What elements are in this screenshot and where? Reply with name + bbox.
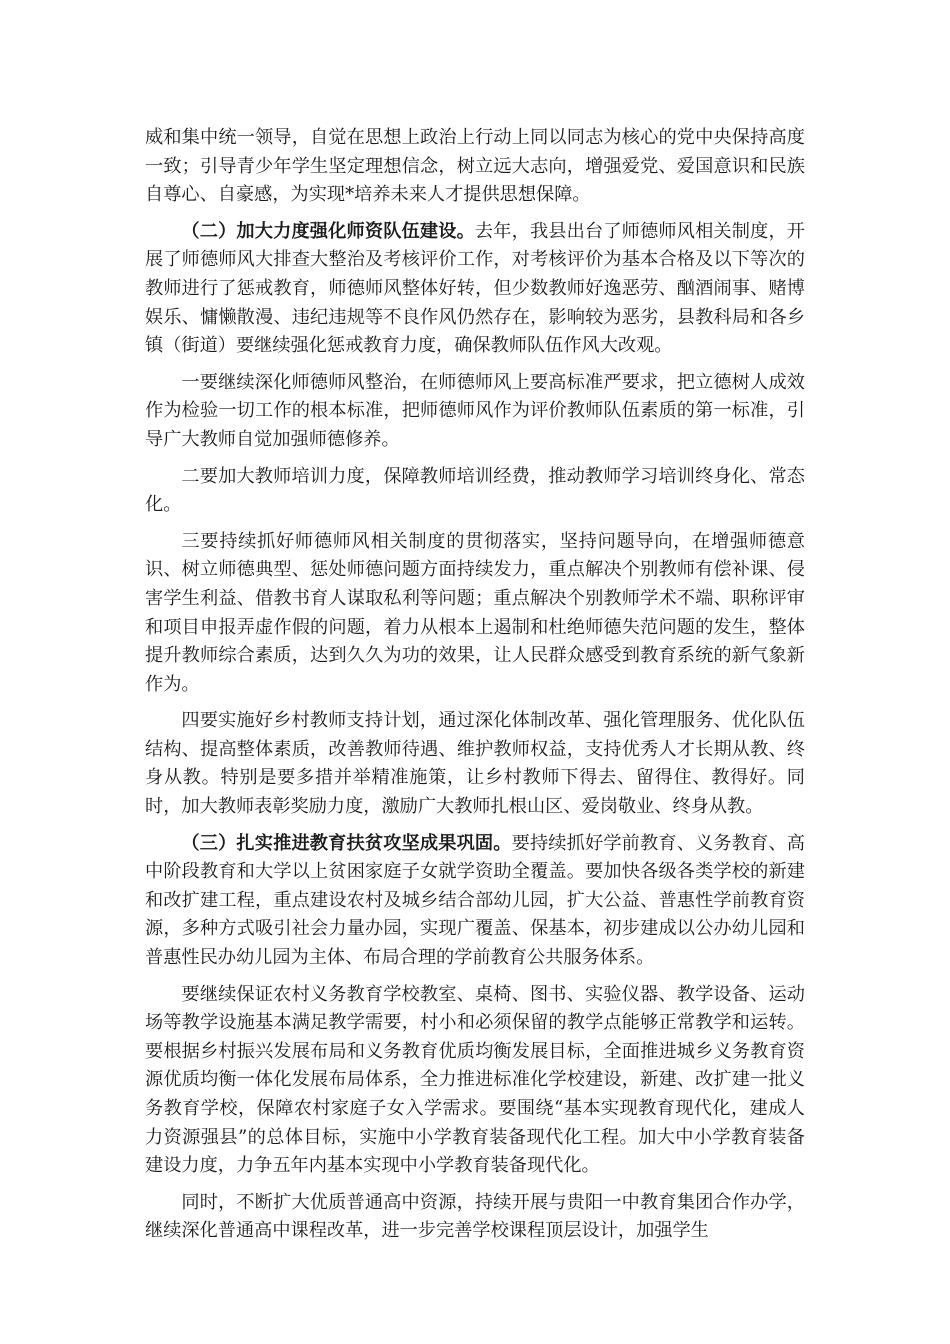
paragraph-text: 去年，我县出台了师德师风相关制度，开展了师德师风大排查大整治及考核评价工作，对考核评价为基本合格及以下等次的教师进行了惩戒教育，师德师风整体好转，但少数教师好逸恶劳、酗酒闹事、赌博娱乐、慵懒散漫、违纪违规等不良作风仍然存在，影响较为恶劣，县教科局和各乡镇（街道）要继续强化惩戒教育力度，确保教师队伍作风大改观。 bbox=[145, 220, 805, 357]
paragraph-high-school bbox=[145, 1189, 805, 1246]
paragraph-text: 要持续抓好学前教育、义务教育、高中阶段教育和大学以上贫困家庭子女就学资助全覆盖。要加快各级各类学校的新建和改扩建工程，重点建设农村及城乡结合部幼儿园，扩大公益、普惠性学前教育资源，多种方式吸引社会力量办园，实现广覆盖、保基本，初步建成以公办幼儿园和普惠性民办幼儿园为主体、布局合理的学前教育公共服务体系。 bbox=[145, 832, 805, 969]
paragraph-text: 要继续保证农村义务教育学校教室、桌椅、图书、实验仪器、教学设备、运动场等教学设施基本满足教学需要，村小和必须保留的教学点能够正常教学和运转。要根据乡村振兴发展布局和义务教育优质均衡发展目标，全面推进城乡义务教育资源优质均衡一体化发展布局体系，全力推进标准化学校建设，新建、改扩建一批义务教育学校，保障农村家庭子女入学需求。要围绕“基本实现教育现代化，建成人力资源强县”的总体目标，实施中小学教育装备现代化工程。加大中小学教育装备建设力度，力争五年内基本实现中小学教育装备现代化。 bbox=[145, 983, 805, 1177]
paragraph-text: 一要继续深化师德师风整治，在师德师风上要高标准严要求，把立德树人成效作为检验一切工作的根本标准，把师德师风作为评价教师队伍素质的第一标准，引导广大教师自觉加强师德修养。 bbox=[145, 371, 805, 450]
paragraph-text: 同时，不断扩大优质普通高中资源，持续开展与贵阳一中教育集团合作办学，继续深化普通高中课程改革，进一步完善学校课程顶层设计，加强学生 bbox=[145, 1191, 805, 1242]
paragraph-text: 三要持续抓好师德师风相关制度的贯彻落实，坚持问题导向，在增强师德意识、树立师德典型、惩处师德问题方面持续发力，重点解决个别教师有偿补课、侵害学生利益、借教书育人谋取私利等问题；重点解决个别教师学术不端、职称评审和项目申报弄虚作假的问题，着力从根本上遏制和杜绝师德失范问题的发生，整体提升教师综合素质，达到久久为功的效果，让人民群众感受到教育系统的新气象新作为。 bbox=[145, 530, 805, 695]
paragraph-item-one bbox=[145, 369, 805, 455]
paragraph-text: 二要加大教师培训力度，保障教师培训经费，推动教师学习培训终身化、常态化。 bbox=[145, 465, 805, 516]
paragraph-text: 四要实施好乡村教师支持计划，通过深化体制改革、强化管理服务、优化队伍结构、提高整体素质，改善教师待遇、维护教师权益，支持优秀人才长期从教、终身从教。特别是要多措并举精准施策，让乡村教师下得去、留得住、教得好。同时，加大教师表彰奖励力度，激励广大教师扎根山区、爱岗敬业、终身从教。 bbox=[145, 710, 805, 818]
paragraph-item-three bbox=[145, 528, 805, 700]
section-heading: （二）加大力度强化师资队伍建设。 bbox=[181, 220, 475, 242]
section-heading: （三）扎实推进教育扶贫攻坚成果巩固。 bbox=[181, 832, 512, 854]
section-paragraph-poverty bbox=[145, 830, 805, 973]
paragraph-item-four bbox=[145, 707, 805, 821]
paragraph-text: 威和集中统一领导，自觉在思想上政治上行动上同以同志为核心的党中央保持高度一致；引导青少年学生坚定理想信念，树立远大志向，增强爱党、爱国意识和民族自尊心、自豪感，为实现*培养未来人才提供思想保障。 bbox=[145, 127, 805, 206]
paragraph-continuation bbox=[145, 124, 805, 210]
document-body bbox=[145, 124, 805, 1254]
paragraph-compulsory-education bbox=[145, 981, 805, 1181]
section-paragraph-teachers bbox=[145, 218, 805, 361]
paragraph-item-two bbox=[145, 463, 805, 520]
